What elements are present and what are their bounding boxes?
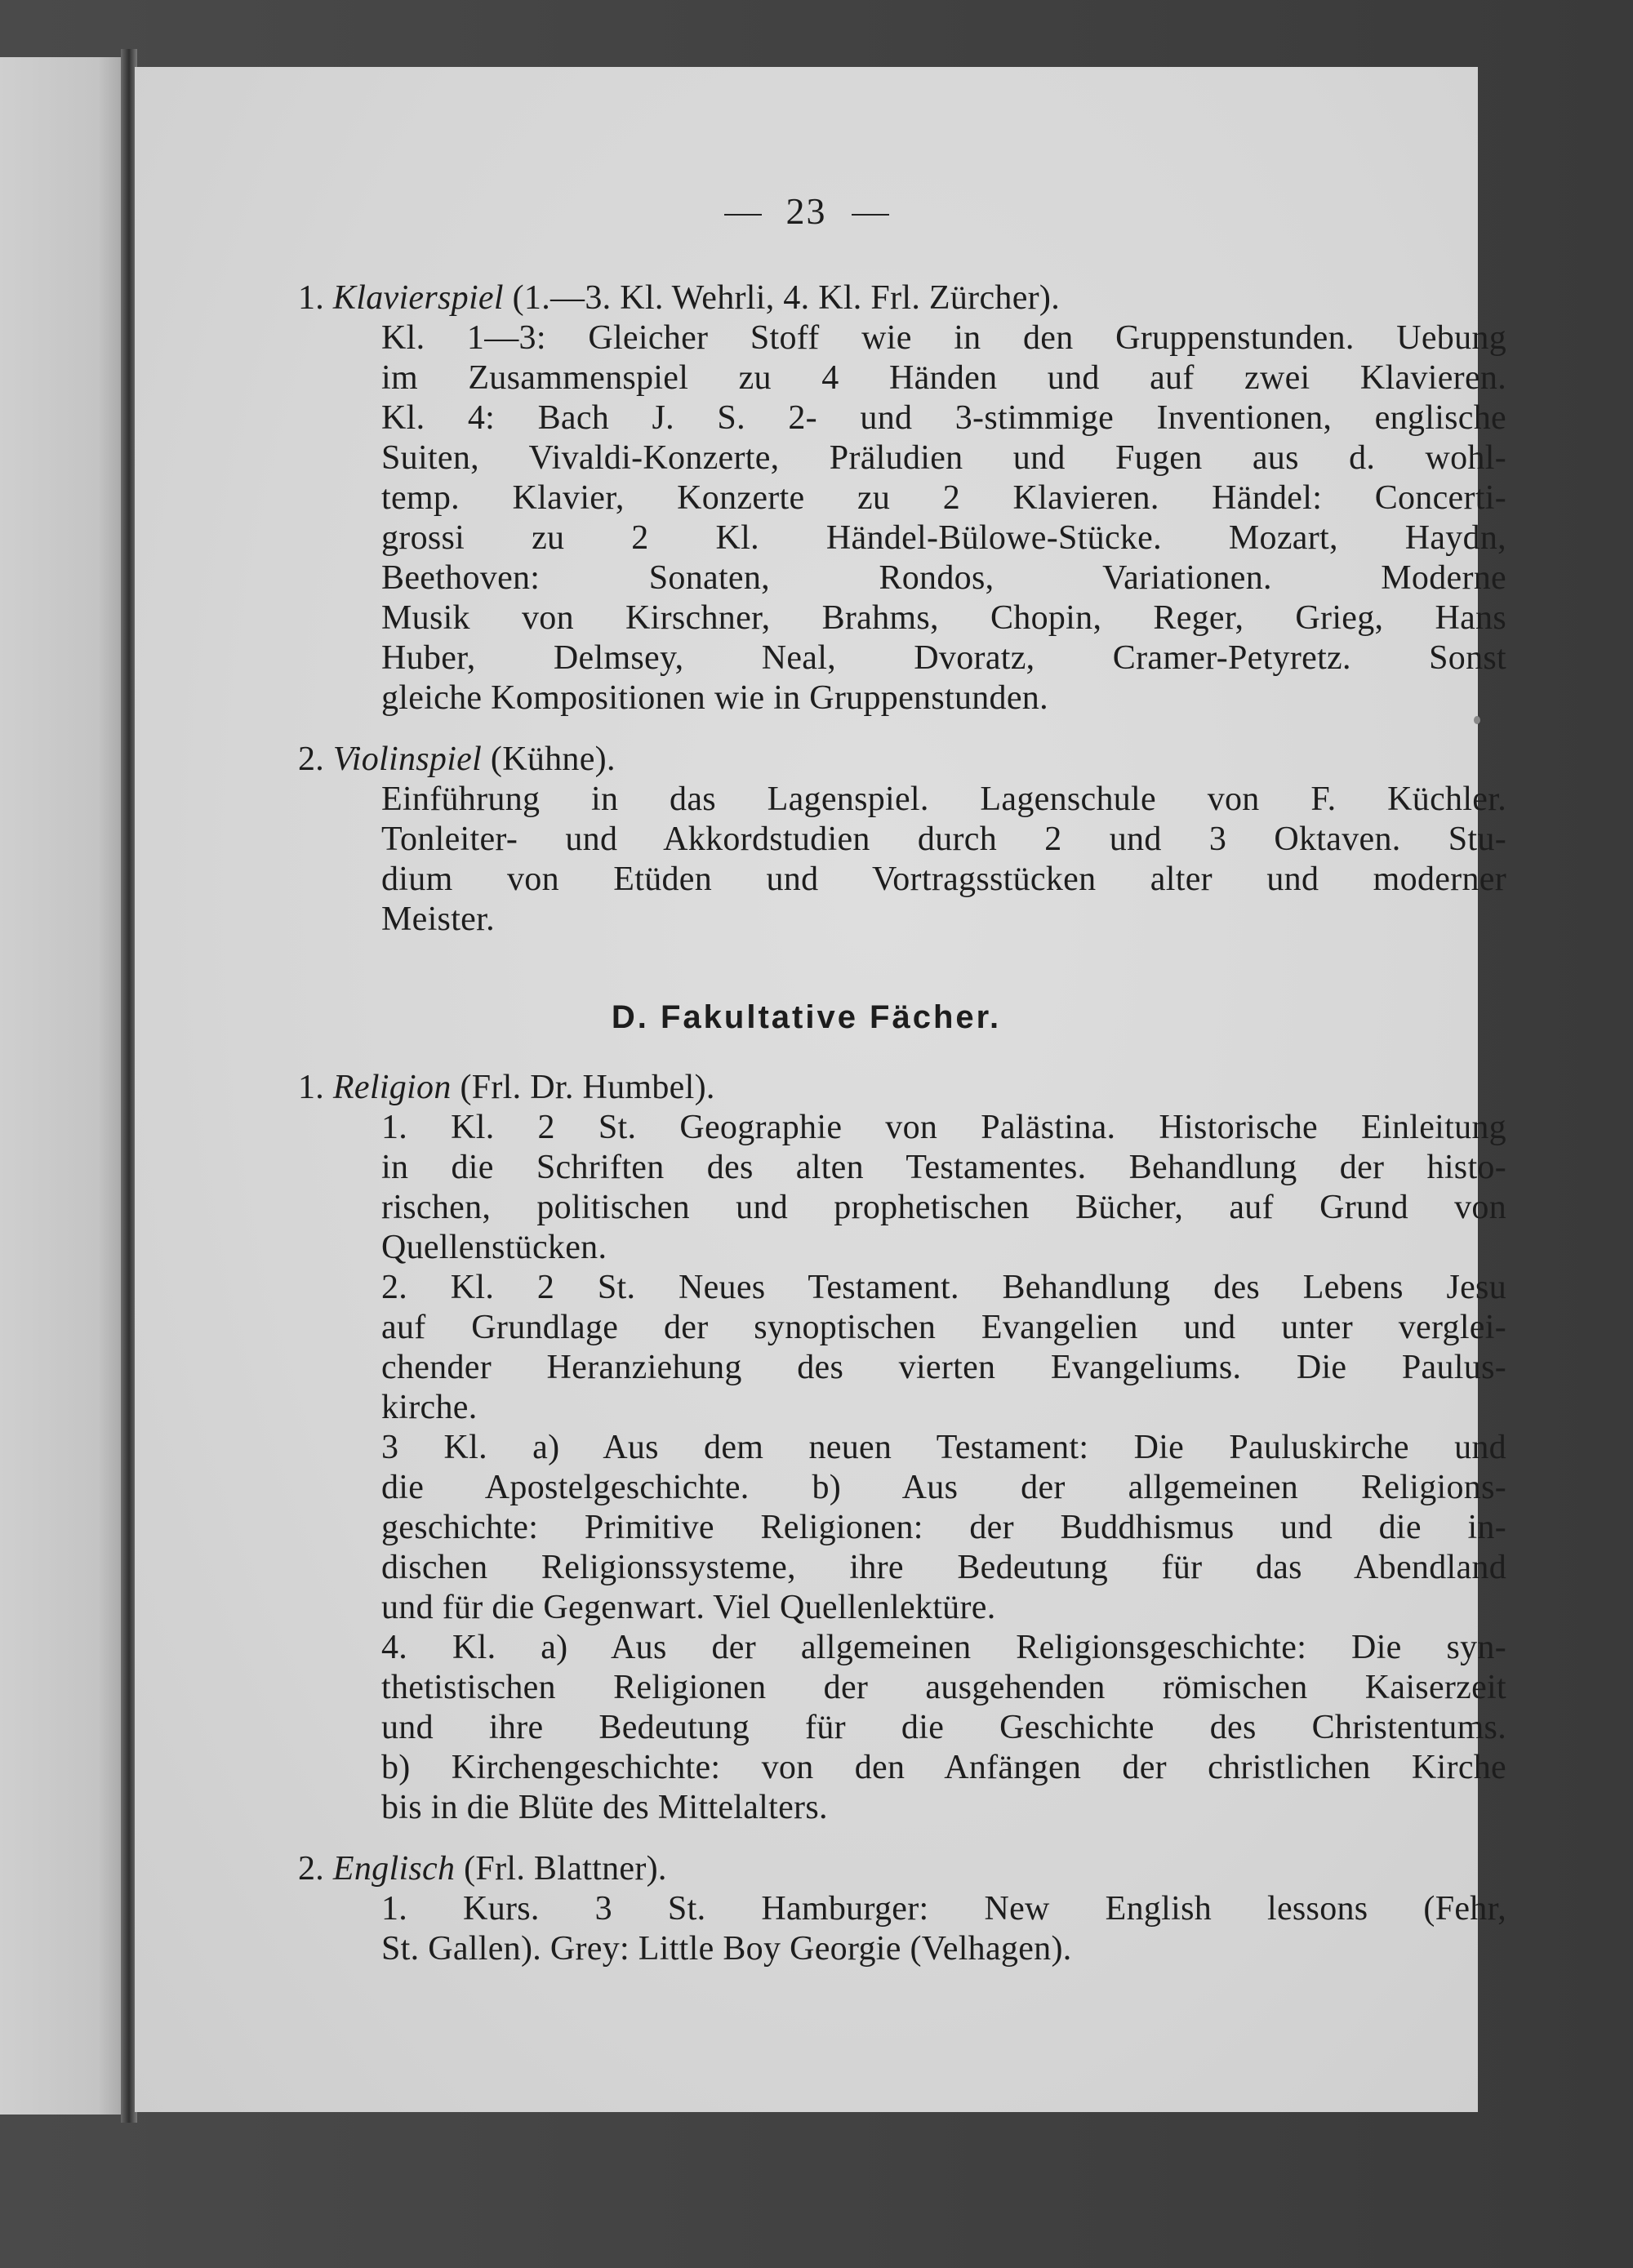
text-line: die Apostelgeschichte. b) Aus der allgemeinen Religions- [381, 1469, 1506, 1506]
left-page-edge [0, 57, 122, 2115]
text-line: in die Schriften des alten Testamentes. Behandlung der histo- [381, 1149, 1506, 1186]
item-number: 2. [298, 740, 325, 778]
text-line: Beethoven: Sonaten, Rondos, Variationen. Moderne [381, 559, 1506, 597]
section-heading: D. Fakultative Fächer. [611, 999, 1002, 1035]
text-line: bis in die Blüte des Mittelalters. [381, 1789, 828, 1826]
text-line: Kl. 4: Bach J. S. 2- und 3-stimmige Inventionen, englische [381, 399, 1506, 437]
text-line: 3 Kl. a) Aus dem neuen Testament: Die Pauluskirche und [381, 1429, 1506, 1466]
item-title: Englisch [332, 1850, 456, 1888]
text-line: St. Gallen). Grey: Little Boy Georgie (Velhagen). [381, 1930, 1072, 1968]
text-line: geschichte: Primitive Religionen: der Buddhismus und die in- [381, 1509, 1506, 1546]
text-line: gleiche Kompositionen wie in Gruppenstunden. [381, 679, 1048, 717]
text-line: auf Grundlage der synoptischen Evangelien und unter verglei- [381, 1309, 1506, 1346]
text-line: kirche. [381, 1389, 478, 1426]
text-line: 1. Kl. 2 St. Geographie von Palästina. Historische Einleitung [381, 1109, 1506, 1146]
text-line: Huber, Delmsey, Neal, Dvoratz, Cramer-Petyretz. Sonst [381, 639, 1506, 677]
item-detail: (1.—3. Kl. Wehrli, 4. Kl. Frl. Zürcher). [512, 279, 1061, 317]
text-line: dischen Religionssysteme, ihre Bedeutung für das Abendland [381, 1549, 1506, 1586]
text-line: 4. Kl. a) Aus der allgemeinen Religionsgeschichte: Die syn- [381, 1629, 1506, 1666]
text-line: rischen, politischen und prophetischen Bücher, auf Grund von [381, 1189, 1506, 1226]
text-line: Tonleiter- und Akkordstudien durch 2 und 3 Oktaven. Stu- [381, 820, 1506, 858]
text-line: Einführung in das Lagenspiel. Lagenschule von F. Küchler. [381, 780, 1506, 818]
text-line: 2. Kl. 2 St. Neues Testament. Behandlung des Lebens Jesu [381, 1269, 1506, 1306]
text-line: dium von Etüden und Vortragsstücken alter und moderner [381, 861, 1506, 898]
item-heading [298, 1848, 667, 1889]
item-title: Violinspiel [332, 740, 483, 778]
text-line: und ihre Bedeutung für die Geschichte des Christentums. [381, 1709, 1506, 1746]
item-detail: (Kühne). [490, 740, 616, 778]
item-title: Religion [332, 1069, 452, 1106]
text-line: Musik von Kirschner, Brahms, Chopin, Reger, Grieg, Hans [381, 599, 1506, 637]
text-line: temp. Klavier, Konzerte zu 2 Klavieren. Händel: Concerti- [381, 479, 1506, 517]
page-number: 23 [785, 190, 827, 232]
text-line: thetistischen Religionen der ausgehenden römischen Kaiserzeit [381, 1669, 1506, 1706]
text-line: Suiten, Vivaldi-Konzerte, Präludien und Fugen aus d. wohl- [381, 439, 1506, 477]
text-line: b) Kirchengeschichte: von den Anfängen der christlichen Kirche [381, 1749, 1506, 1786]
text-line: grossi zu 2 Kl. Händel-Bülowe-Stücke. Mozart, Haydn, [381, 519, 1506, 557]
paper-speck [1474, 716, 1480, 724]
text-line: und für die Gegenwart. Viel Quellenlektüre. [381, 1589, 996, 1626]
item-detail: (Frl. Dr. Humbel). [460, 1069, 715, 1106]
item-detail: (Frl. Blattner). [464, 1850, 667, 1888]
item-title: Klavierspiel [332, 279, 504, 317]
item-number: 2. [298, 1850, 325, 1888]
book-page [135, 67, 1506, 2112]
text-line: 1. Kurs. 3 St. Hamburger: New English lessons (Fehr, [381, 1890, 1506, 1928]
page-content [135, 67, 1506, 2112]
item-heading [298, 739, 616, 780]
item-number: 1. [298, 279, 325, 317]
text-line: Quellenstücken. [381, 1229, 607, 1266]
item-heading [298, 278, 1060, 318]
text-line: im Zusammenspiel zu 4 Händen und auf zwei Klavieren. [381, 359, 1506, 397]
item-number: 1. [298, 1069, 325, 1106]
item-heading [298, 1067, 715, 1108]
text-line: chender Heranziehung des vierten Evangeliums. Die Paulus- [381, 1349, 1506, 1386]
text-line: Kl. 1—3: Gleicher Stoff wie in den Gruppenstunden. Uebung [381, 319, 1506, 357]
text-line: Meister. [381, 901, 495, 938]
